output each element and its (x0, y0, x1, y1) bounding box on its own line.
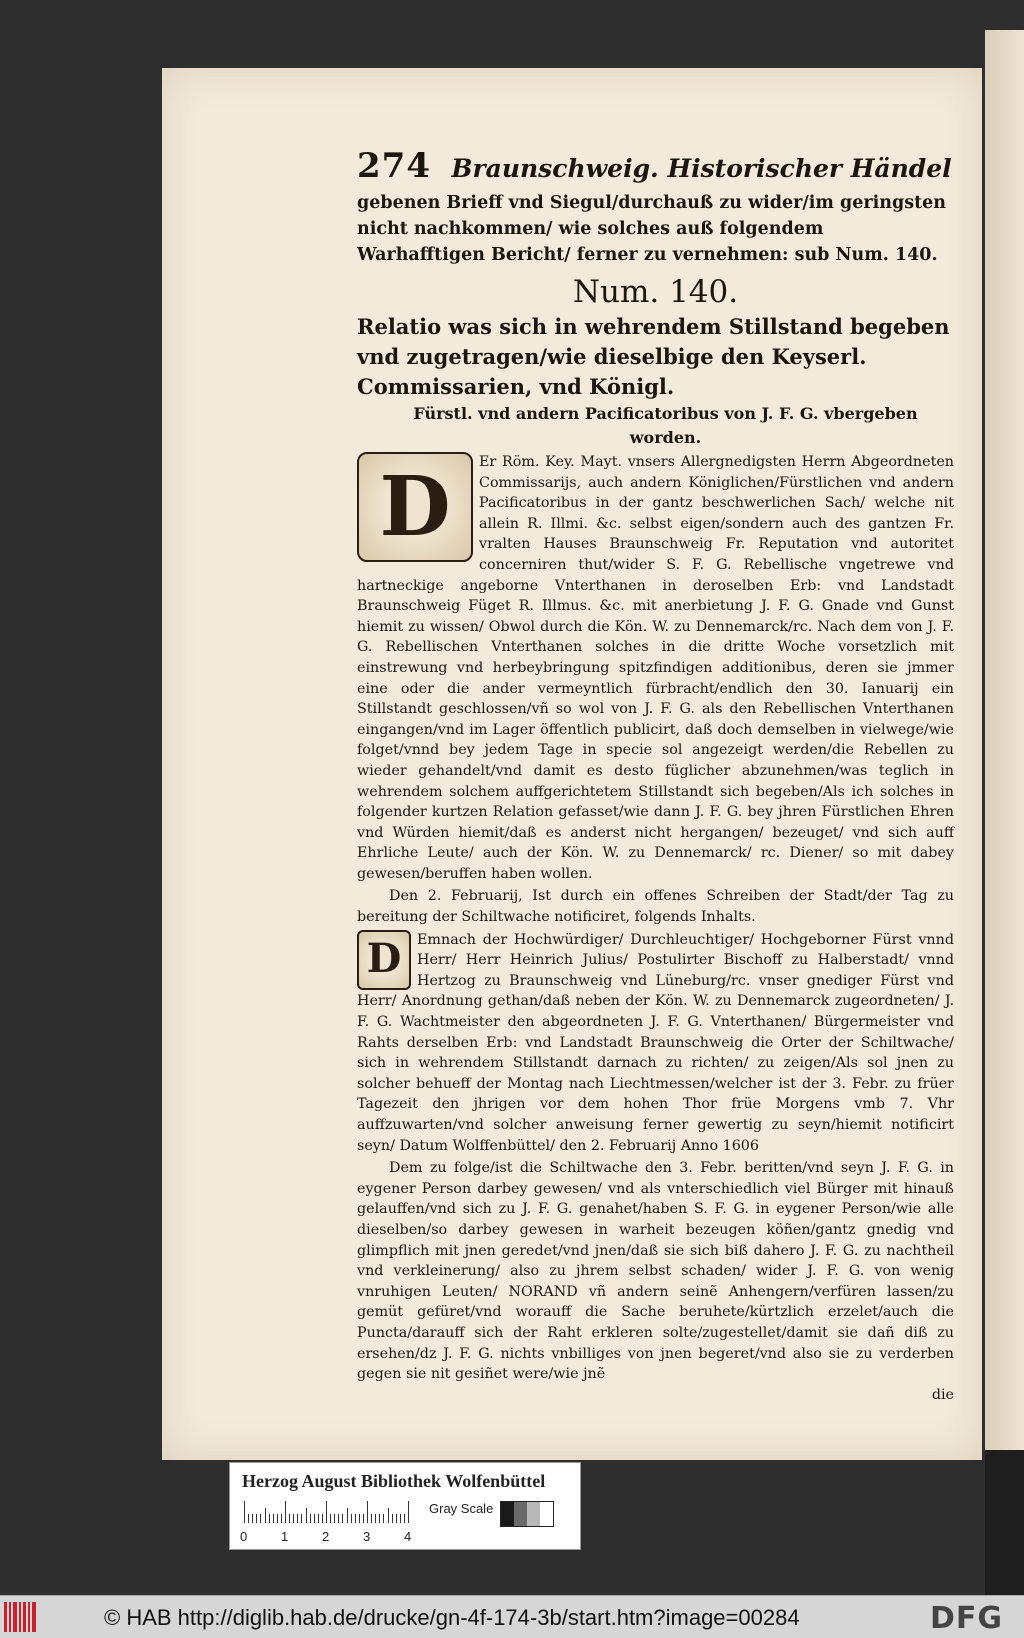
relatio-heading (357, 312, 954, 450)
gray-scale-swatch (500, 1501, 554, 1527)
ruler-tick (269, 1514, 270, 1523)
ruler-tick (371, 1514, 372, 1523)
ruler-number: 0 (240, 1529, 248, 1544)
ruler-tick (363, 1514, 364, 1523)
intro-text: gebenen Brieff vnd Siegul/durchauß zu wider/im geringsten nicht nachkommen/ wie solches auß folgendem Warhafftigen Bericht/ ferner zu vernehmen: sub Num. 140. (357, 193, 947, 265)
ruler-tick (273, 1514, 274, 1523)
adjacent-page-edge (985, 30, 1024, 1450)
paragraph-3-text: Emnach der Hochwürdiger/ Durchleuchtiger/ Hochgeborner Fürst vnnd Herr/ Herr Heinrich Julius/ Postulirter Bischoff zu Halberstadt/ vnnd Hertzog zu Braunschweig vnd Lüneburg/rc. vnser gnediger Fürst vnd Herr/ Anordnung gethan/daß neben der Kön. W. zu Dennemarck zugeordneten/ J. F. G. Wachtmeister den abgeordneten J. F. G. Vnterthanen/ Bürgermeister vnd Rahts derselben Erb: vnd Landstadt Braunschweig die Orter der Schiltwache/ sich in wehrendem Stillstandt darnach zu richten/ zu zeigen/Als sol jnen zu solcher behueff der Montag nach Liechtmessen/welcher ist der 3. Febr. zu früer Tagezeit den jhrigen vor dem hohen Thor früe Morgens vmb 7. Vhr auffzuwarten/vnd solcher anweisung ferner gewertig zu seyn/hiemit notificirt seyn/ Datum Wolffenbüttel/ den 2. Februarij Anno 1606 (357, 931, 954, 1154)
footer-bar (0, 1595, 1024, 1638)
decorated-initial-d: D (357, 452, 473, 562)
source-url[interactable]: © HAB http://diglib.hab.de/drucke/gn-4f-174-3b/start.htm?image=00284 (104, 1605, 800, 1630)
page-number: 274 (357, 146, 431, 186)
running-head: Braunschweig. Historischer Händel (451, 154, 952, 183)
ruler-tick (334, 1514, 335, 1523)
ruler-tick (301, 1514, 302, 1523)
ruler-tick (400, 1514, 401, 1523)
ruler-tick (375, 1514, 376, 1523)
ruler-tick (314, 1514, 315, 1523)
ruler-tick (355, 1514, 356, 1523)
ruler-tick (285, 1501, 286, 1523)
body-text (357, 452, 954, 1405)
ruler-tick (392, 1514, 393, 1523)
ruler-number: 3 (363, 1529, 371, 1544)
relatio-title: Relatio was sich in wehrendem Stillstand begeben vnd zugetragen/wie dieselbige den Keyserl. Commissarien, vnd Königl. (357, 314, 950, 399)
section-number: Num. 140. (572, 274, 739, 310)
page-header (357, 146, 954, 186)
ruler-tick (297, 1514, 298, 1523)
scan-border (985, 1450, 1024, 1595)
ruler-tick (342, 1514, 343, 1523)
ruler-tick (310, 1514, 311, 1523)
ruler-tick (306, 1508, 307, 1523)
ruler-tick (379, 1514, 380, 1523)
ruler-tick (367, 1501, 368, 1523)
ruler-tick (388, 1508, 389, 1523)
ruler-tick (244, 1501, 245, 1523)
ruler-tick (396, 1514, 397, 1523)
paragraph-1 (357, 452, 954, 884)
gray-scale-label: Gray Scale (429, 1501, 494, 1516)
library-name: Herzog August Bibliothek Wolfenbüttel (242, 1471, 546, 1491)
paragraph-4: Dem zu folge/ist die Schiltwache den 3. Febr. beritten/vnd seyn J. F. G. in eygener Person darbey gewesen/ vnd als vnterschiedlich viel Bürger mit hinauß gelauffen/vnd sich zu J. F. G. genahet/haben S. F. G. in eygener Person/wie alle dieselben/so darbey gewesen in warheit bezeugen köñen/gantz gnedig vnd glimpflich mit jnen geredet/vnd jnen/daß sie sich biß dahero J. F. G. zu nachtheil vnd verkleinerung/ also zu jhrem selbst schaden/ wider J. F. G. von wenig vnruhigen Leuten/ NORAND vñ andern seinẽ Anhengern/verfüren lassen/zu gemüt gefüret/vnd worauff die Sache beruhete/kürtzlich erzelet/auch die Puncta/darauff sich der Raht erkleren solte/zugestellet/damit sie dañ diß zu ersehen/dz J. F. G. nichts vnbilliges von jnen begeret/vnd also sie zu verderben gegen sie nit gesiñet were/wie jnẽ (357, 1160, 954, 1383)
ruler-tick (252, 1514, 253, 1523)
ruler-tick (408, 1501, 409, 1523)
ruler-tick (293, 1514, 294, 1523)
ruler-tick (281, 1514, 282, 1523)
ruler-tick (289, 1514, 290, 1523)
dfg-logo: DFG (930, 1601, 1004, 1636)
ruler-number: 2 (322, 1529, 330, 1544)
ruler-tick (322, 1514, 323, 1523)
ruler-tick (359, 1514, 360, 1523)
ruler-tick (326, 1501, 327, 1523)
ruler-tick (318, 1514, 319, 1523)
ruler-number: 4 (404, 1529, 412, 1544)
ruler-number: 1 (281, 1529, 289, 1544)
ruler-tick (347, 1508, 348, 1523)
ruler-tick (330, 1514, 331, 1523)
ruler-tick (265, 1508, 266, 1523)
scale-ruler (244, 1499, 418, 1523)
ruler-tick (248, 1514, 249, 1523)
paragraph-2: Den 2. Februarij, Ist durch ein offenes Schreiben der Stadt/der Tag zu bereitung der Schiltwache notificiret, folgends Inhalts. (357, 888, 954, 926)
relatio-subtitle: Fürstl. vnd andern Pacificatoribus von J. F. G. vbergeben worden. (413, 404, 918, 447)
decorated-initial-d-small: D (357, 930, 411, 990)
ruler-tick (404, 1514, 405, 1523)
ruler-tick (351, 1514, 352, 1523)
ruler-tick (277, 1514, 278, 1523)
paragraph-1-text: Er Röm. Key. Mayt. vnsers Allergnedigsten Herrn Abgeordneten Commissarijs, auch andern Königlichen/Fürstlichen vnd andern Pacificatoribus in der gantz beschwerlichen Sach/ welche nit allein R. Illmi. &c. selbst eigen/sondern auch des gantzen Fr. vralten Hauses Braunschweig Fr. Reputation vnd autoritet concerniren thut/wider S. F. G. Rebellische vngetrewe vnd hartneckige angeborne Vnterthanen in deroselben Erb: vnd Landstadt Braunschweig Füget R. Illmus. &c. mit anerbietung J. F. G. Gnade vnd Gunst hiemit zu wissen/ Obwol durch die Kön. W. zu Dennemarck/rc. Nach dem von J. F. G. Rebellischen Vnterthanen solches in die dritte Woche vorsetzlich mit einstrewung vnd herbeybringung spitzfindigen additionibus, deren sie jmmer eine oder die ander vermeyntlich fürbracht/endlich den 30. Ianuarij ein Stillstandt geschlossen/vñ so wol von J. F. G. als den Rebellischen Vnterthanen eingangen/vnd im Lager öffentlich publicirt, daß doch demselben in vielwege/wie folget/vnnd bey jedem Tage in specie sol angezeigt werden/die Rebellen zu wieder gehandelt/vnd damit es desto füglicher abzunehmen/was teglich in wehrendem solchem auffgerichtetem Stillstandt sich begeben/Als ich solches in folgender kurtzen Relation gefasset/wie dann J. F. G. bey jhren Fürstlichen Ehren vnd Würden hiemit/daß es anderst nicht hergangen/ bezeuget/ vnd sich auff Ehrliche Leute/ auch der Kön. W. zu Dennemarck/ rc. Diener/ so mit dabey gewesen/beruffen haben wollen. (357, 454, 954, 882)
ruler-tick (383, 1514, 384, 1523)
page-content (357, 146, 954, 1405)
paragraph-3 (357, 930, 954, 1157)
hab-logo-icon (4, 1602, 46, 1632)
catchword: die (931, 1386, 954, 1403)
ruler-tick (260, 1514, 261, 1523)
book-page (162, 68, 982, 1460)
library-scale-label (229, 1462, 581, 1550)
ruler-tick (338, 1514, 339, 1523)
ruler-tick (256, 1514, 257, 1523)
